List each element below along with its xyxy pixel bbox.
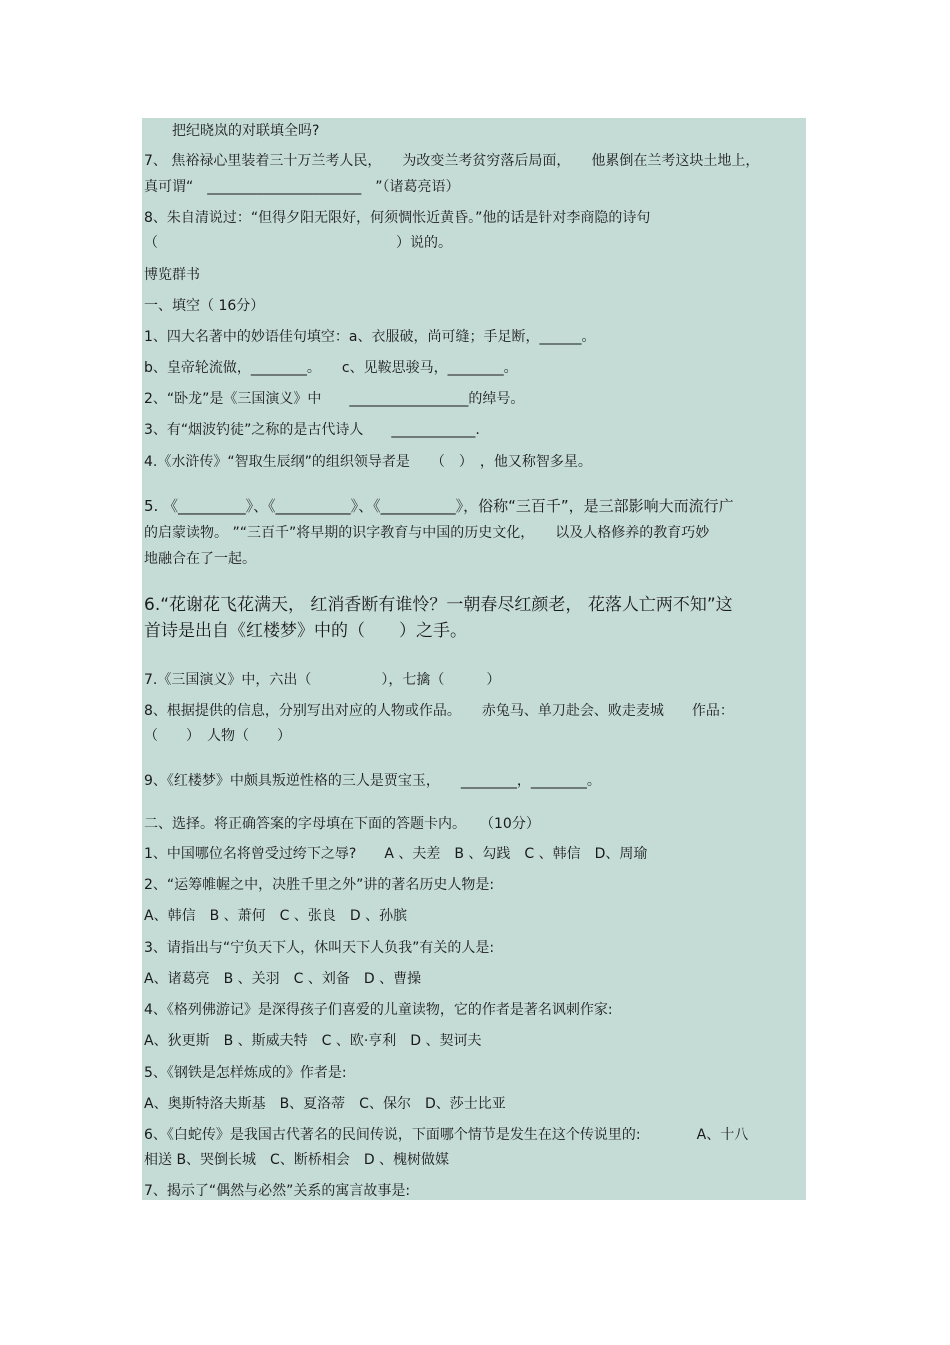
choice-q4: 4、《格列佛游记》是深得孩子们喜爱的儿童读物，它的作者是著名讽刺作家: (144, 1002, 613, 1018)
fill-q9: 9、《红楼梦》中颇具叛逆性格的三人是贾宝玉， ________，________。 (144, 773, 601, 789)
choice-q1: 1、中国哪位名将曾受过绔下之辱? A 、夫差 B 、勾践 C 、韩信 D、周瑜 (144, 846, 648, 862)
fill-q4: 4.《水浒传》“智取生辰纲”的组织领导者是 （ ） ，他又称智多星。 (144, 454, 592, 470)
choice-q4-options: A、狄更斯 B 、斯威夫特 C 、欧·亨利 D 、契诃夫 (144, 1033, 482, 1049)
choice-q3: 3、请指出与“宁负天下人，休叫天下人负我”有关的人是: (144, 940, 495, 956)
question-7-line-1: 7、 焦裕禄心里装着三十万兰考人民， 为改变兰考贫穷落后局面， 他累倒在兰考这块土地上， (144, 153, 760, 169)
section-title-reading: 博览群书 (144, 267, 200, 283)
choice-q2-options: A、韩信 B 、萧何 C 、张良 D 、孙膑 (144, 908, 408, 924)
fill-q1-line-1: 1、四大名著中的妙语佳句填空：a、衣服破，尚可缝；手足断，______。 (144, 329, 596, 345)
question-8-line-1: 8、朱自清说过：“但得夕阳无限好，何须惆怅近黄昏。”他的话是针对李商隐的诗句 (144, 210, 651, 226)
part-two-heading: 二、选择。将正确答案的字母填在下面的答题卡内。 （10分） (144, 816, 540, 832)
fill-q1-line-2: b、皇帝轮流做，________。 c、见鞍思骏马，________。 (144, 360, 518, 376)
choice-q5-options: A、奥斯特洛夫斯基 B、夏洛蒂 C、保尔 D、莎士比亚 (144, 1096, 506, 1112)
fill-q5-line-1: 5. 《_________》、《__________》、《__________》，俗称“三百千”，是三部影响大而流行广 (144, 497, 734, 515)
choice-q2: 2、“运筹帷幄之中，决胜千里之外”讲的著名历史人物是: (144, 877, 495, 893)
text-line-1: 把纪晓岚的对联填全吗? (144, 123, 320, 139)
fill-q3: 3、有“烟波钓徒”之称的是古代诗人 ____________. (144, 422, 480, 438)
fill-q8-line-2: （ ） 人物（ ） (144, 728, 291, 744)
choice-q7: 7、揭示了“偶然与必然”关系的寓言故事是: (144, 1183, 411, 1199)
question-7-line-2: 真可谓“ ______________________ ”（诸葛亮语） (144, 179, 460, 195)
fill-q6-line-1: 6.“花谢花飞花满天， 红消香断有谁怜？一朝春尽红颜老， 花落人亡两不知”这 (144, 595, 733, 615)
fill-q8-line-1: 8、根据提供的信息，分别写出对应的人物或作品。 赤兔马、单刀赴会、败走麦城 作品： (144, 703, 734, 719)
question-8-line-2: （ ）说的。 (144, 235, 452, 251)
choice-q3-options: A、诸葛亮 B 、关羽 C 、刘备 D 、曹操 (144, 971, 422, 987)
fill-q5-line-3: 地融合在了一起。 (144, 551, 256, 567)
fill-q7: 7.《三国演义》中，六出（ ），七擒（ ） (144, 672, 501, 688)
exam-page (142, 118, 806, 1200)
part-one-heading: 一、填空（ 16分） (144, 298, 265, 314)
choice-q6-line-2: 相送 B、哭倒长城 C、断桥相会 D 、槐树做媒 (144, 1152, 450, 1168)
fill-q6-line-2: 首诗是出自《红楼梦》中的（ ）之手。 (144, 621, 467, 641)
fill-q5-line-2: 的启蒙读物。 ”“三百千”将早期的识字教育与中国的历史文化， 以及人格修养的教育巧妙 (144, 525, 710, 541)
fill-q2: 2、“卧龙”是《三国演义》中 _________________的绰号。 (144, 391, 525, 407)
choice-q6-line-1: 6、《白蛇传》是我国古代著名的民间传说，下面哪个情节是发生在这个传说里的: A、十八 (144, 1127, 749, 1143)
choice-q5: 5、《钢铁是怎样炼成的》作者是: (144, 1065, 347, 1081)
